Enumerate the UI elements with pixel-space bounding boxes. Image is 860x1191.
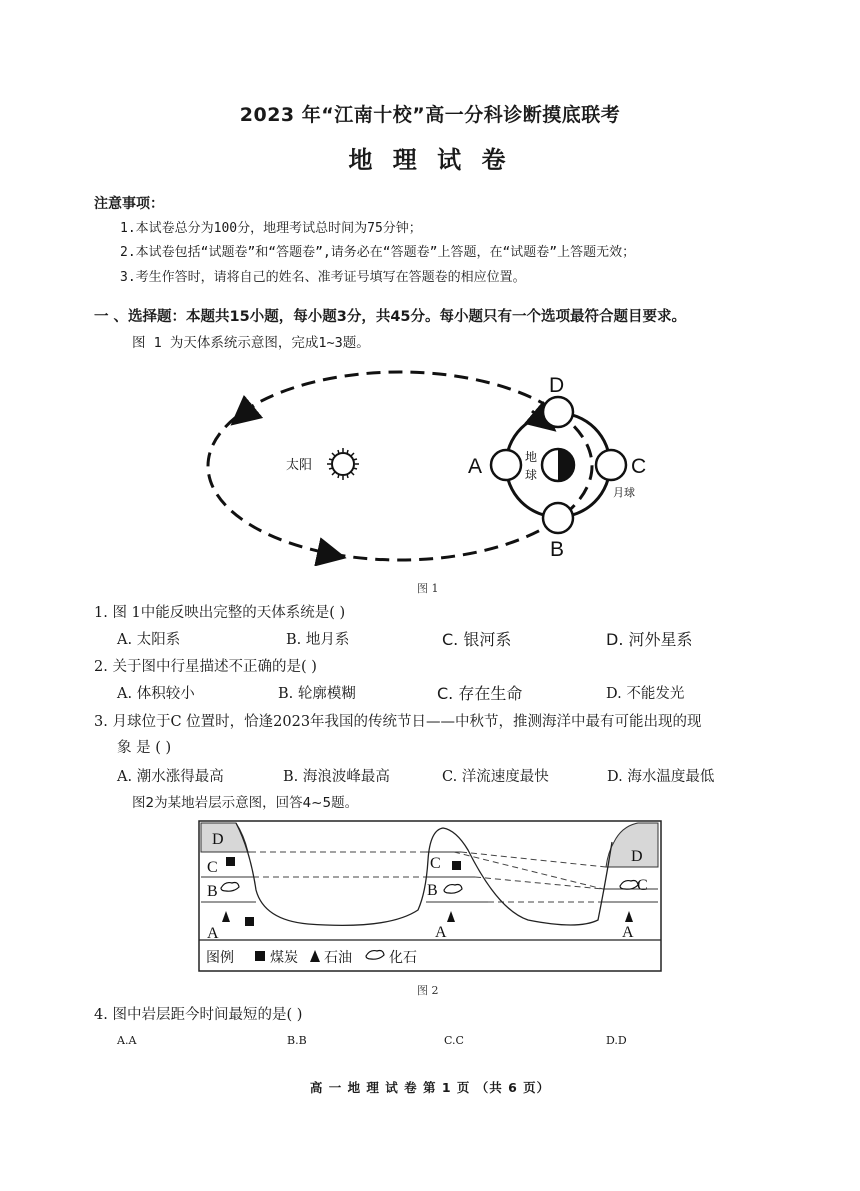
- question-2-option-c[interactable]: C. 存在生命: [437, 684, 523, 703]
- page-footer: 高 一 地 理 试 卷 第 1 页 （共 6 页）: [309, 1080, 551, 1095]
- question-2-option-d[interactable]: D. 不能发光: [606, 686, 685, 702]
- notice-item: 2.本试卷包括“试题卷”和“答题卷”,请务必在“答题卷”上答题，在“试题卷”上答题无效；: [120, 245, 636, 260]
- question-3-option-a[interactable]: A. 潮水涨得最高: [117, 769, 224, 785]
- question-4-option-b[interactable]: B.B: [287, 1034, 307, 1047]
- sun-label: 太阳: [286, 457, 313, 472]
- coal-icon: [226, 857, 235, 866]
- position-label-b: B: [550, 538, 565, 561]
- layer-label-b: B: [427, 882, 438, 899]
- figure1-caption: 图 1: [417, 582, 439, 595]
- coal-icon: [452, 861, 461, 870]
- position-label-a: A: [468, 455, 483, 478]
- moon-label: 月球: [613, 487, 635, 499]
- legend-coal-label: 煤炭: [270, 950, 298, 966]
- moon-position-a: [491, 450, 521, 480]
- question-4-stem: 4. 图中岩层距今时间最短的是( ): [94, 1007, 303, 1023]
- question-1-option-d[interactable]: D. 河外星系: [606, 630, 693, 649]
- moon-position-c: [596, 450, 626, 480]
- coal-icon: [245, 917, 254, 926]
- earth-orbit-path: [208, 372, 592, 560]
- sun-icon: [327, 448, 359, 480]
- question-1-option-c[interactable]: C. 银河系: [442, 630, 512, 649]
- position-label-c: C: [631, 455, 647, 478]
- earth-label: 球: [525, 468, 538, 482]
- question-4-option-d[interactable]: D.D: [606, 1034, 627, 1047]
- layer-label-d: D: [631, 848, 643, 865]
- question-2-option-a[interactable]: A. 体积较小: [117, 686, 195, 702]
- notice-item: 1.本试卷总分为100分，地理考试总时间为75分钟；: [120, 221, 422, 236]
- legend-prefix: 图例: [206, 950, 234, 966]
- orbit-arrow: [318, 552, 332, 555]
- moon-position-d: [543, 397, 573, 427]
- question-3-stem: 3. 月球位于C 位置时，恰逢2023年我国的传统节日——中秋节，推测海洋中最有可能出现的现: [94, 714, 702, 730]
- exam-title: 2023 年“江南十校”高一分科诊断摸底联考: [239, 104, 621, 126]
- position-label-d: D: [549, 374, 565, 397]
- question-2-option-b[interactable]: B. 轮廓模糊: [278, 686, 356, 702]
- layer-label-c: C: [430, 855, 441, 872]
- question-1-option-a[interactable]: A. 太阳系: [117, 632, 181, 648]
- question-3-stem-line2: 象 是 ( ): [117, 740, 172, 756]
- earth-label: 地: [525, 450, 538, 464]
- figure2-caption: 图 2: [417, 984, 439, 997]
- moon-position-b: [543, 503, 573, 533]
- question-4-option-a[interactable]: A.A: [117, 1034, 137, 1047]
- question-3-option-d[interactable]: D. 海水温度最低: [607, 769, 715, 785]
- layer-label-a: A: [622, 924, 634, 941]
- legend-oil-label: 石油: [324, 950, 352, 966]
- section-heading: 一 、选择题：本题共15小题，每小题3分，共45分。每小题只有一个选项最符合题目要求。: [94, 309, 686, 325]
- layer-label-b: B: [207, 883, 218, 900]
- exam-subject: 地 理 试 卷: [348, 146, 512, 174]
- question-4-option-c[interactable]: C.C: [444, 1034, 464, 1047]
- figure1-intro: 图 1 为天体系统示意图，完成1~3题。: [132, 335, 370, 351]
- question-3-option-c[interactable]: C. 洋流速度最快: [442, 769, 549, 785]
- layer-label-a: A: [435, 924, 447, 941]
- layer-label-d: D: [212, 831, 224, 848]
- notice-heading: 注意事项：: [94, 196, 164, 212]
- figure1-celestial-diagram: [200, 366, 660, 566]
- question-1-option-b[interactable]: B. 地月系: [286, 632, 350, 648]
- layer-label-c: C: [207, 859, 218, 876]
- question-2-stem: 2. 关于图中行星描述不正确的是( ): [94, 659, 317, 675]
- question-1-stem: 1. 图 1中能反映出完整的天体系统是( ): [94, 605, 346, 621]
- figure2-rock-strata-diagram: [198, 820, 662, 972]
- earth-icon: [542, 449, 574, 481]
- legend-coal-icon: [255, 951, 265, 961]
- notice-item: 3.考生作答时，请将自己的姓名、准考证号填写在答题卷的相应位置。: [120, 270, 526, 285]
- figure2-intro: 图2为某地岩层示意图，回答4~5题。: [132, 795, 359, 811]
- legend-fossil-label: 化石: [389, 950, 417, 966]
- question-3-option-b[interactable]: B. 海浪波峰最高: [283, 769, 390, 785]
- layer-label-a: A: [207, 925, 219, 942]
- layer-label-c: C: [637, 877, 648, 894]
